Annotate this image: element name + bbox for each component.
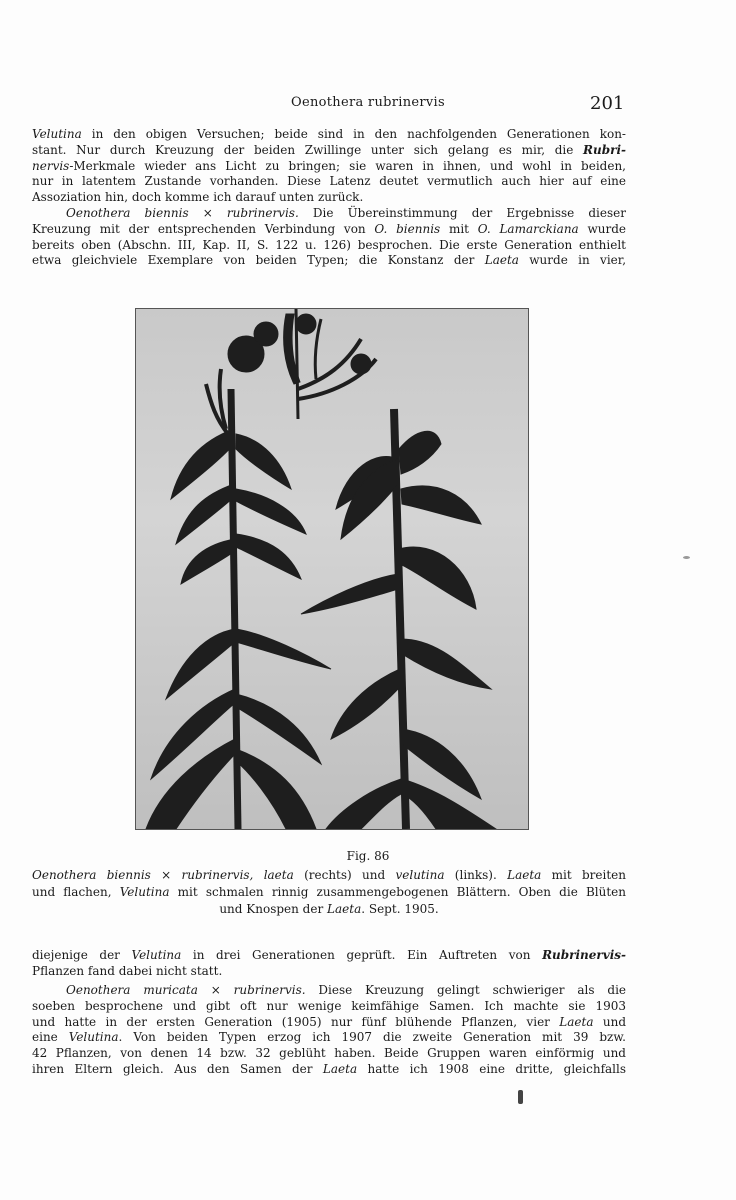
- text-line: ihren Eltern gleich. Aus den Samen der Laeta hatte ich 1908 eine dritte, gleichfalls: [32, 1061, 626, 1076]
- text-line: soeben besprochene und gibt oft nur wenige keimfähige Samen. Ich machte sie 1903: [32, 998, 626, 1013]
- caption-line: und flachen, Velutina mit schmalen rinnig zusammengebogenen Blättern. Oben die Blüten: [32, 885, 626, 899]
- text-line: Pflanzen fand dabei nicht statt.: [32, 963, 223, 978]
- caption-line: und Knospen der Laeta. Sept. 1905.: [219, 902, 439, 916]
- running-title: Oenothera rubrinervis: [291, 95, 445, 110]
- text-line: nervis-Merkmale wieder ans Licht zu bringen; sie waren in ihnen, und wohl in beiden,: [32, 158, 626, 173]
- paragraph-velutina: [32, 127, 626, 206]
- text-line: Assoziation hin, doch komme ich darauf unten zurück.: [32, 190, 364, 205]
- text-line: eine Velutina. Von beiden Typen erzog ich 1907 die zweite Generation mit 39 bzw.: [32, 1030, 626, 1045]
- paragraph-biennis-rubrinervis: [32, 206, 626, 269]
- text-line: Oenothera biennis × rubrinervis. Die Übereinstimmung der Ergebnisse dieser: [66, 206, 626, 220]
- text-line: diejenige der Velutina in drei Generationen geprüft. Ein Auftreten von Rubrinervis-: [32, 948, 626, 962]
- text-line: nur in latentem Zustande vorhanden. Diese Latenz deutet vermutlich auch hier auf eine: [32, 174, 626, 189]
- caption-line: Oenothera biennis × rubrinervis, laeta (rechts) und velutina (links). Laeta mit breiten: [32, 868, 627, 882]
- text-line: bereits oben (Abschn. III, Kap. II, S. 122 u. 126) besprochen. Die erste Generation enthielt: [32, 237, 626, 252]
- plant-photo-illustration: [136, 309, 528, 829]
- figure-caption: [32, 867, 626, 918]
- text-line: Velutina in den obigen Versuchen; beide sind in den nachfolgenden Generationen kon-: [32, 127, 626, 141]
- text-line: Oenothera muricata × rubrinervis. Diese Kreuzung gelingt schwieriger als die: [66, 983, 627, 997]
- ink-speck: [683, 556, 690, 559]
- paragraph-velutina-generations: [32, 948, 626, 980]
- text-line: etwa gleichviele Exemplare von beiden Typen; die Konstanz der Laeta wurde in vier,: [32, 253, 627, 268]
- figure-label: Fig. 86: [346, 849, 390, 863]
- page-number: 201: [590, 93, 625, 114]
- text-line: stant. Nur durch Kreuzung der beiden Zwillinge unter sich gelang es mir, die Rubri-: [32, 142, 626, 157]
- text-line: Kreuzung mit der entsprechenden Verbindung von O. biennis mit O. Lamarckiana wurde: [32, 221, 626, 236]
- plant-photograph: [135, 308, 529, 830]
- text-line: 42 Pflanzen, von denen 14 bzw. 32 geblüht haben. Beide Gruppen waren einförmig und: [32, 1046, 626, 1061]
- text-line: und hatte in der ersten Generation (1905) nur fünf blühende Pflanzen, vier Laeta und: [32, 1014, 627, 1029]
- ink-speck: [518, 1090, 523, 1104]
- paragraph-muricata-rubrinervis: [32, 983, 626, 1078]
